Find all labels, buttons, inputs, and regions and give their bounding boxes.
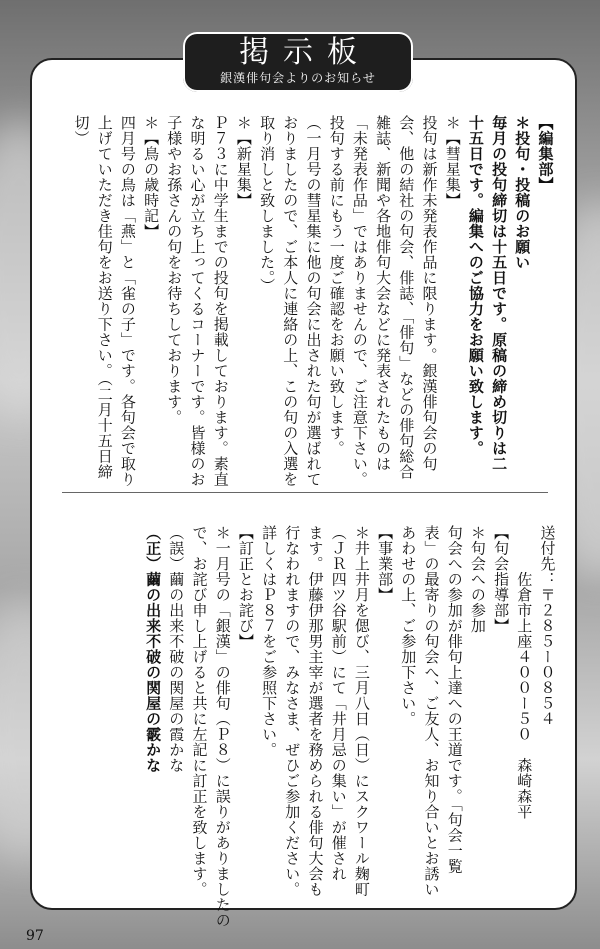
top-columns-line: 「未発表作品」ではありませんので、ご注意下さい。 [350,115,369,487]
bottom-columns-line: 句会への参加が俳句上達への王道です。「句会一覧 [445,525,464,874]
bottom-columns-line: ＊句会への参加 [468,525,487,634]
top-columns-line: Ｐ７３に中学生までの投句を掲載しております。素直 [211,115,230,487]
bottom-columns-line: 詳しくはＰ８７をご参照下さい。 [260,525,279,758]
top-columns-line: ＊投句・投稿のお願い [513,115,532,270]
top-columns-line: 会、他の結社の句会、俳誌、「俳句」などの俳句総合 [397,115,416,480]
bottom-columns-line: ＊一月号の「銀漢」の俳句（Ｐ８）に誤りがありましたの [213,525,232,928]
top-columns-line: 上げていただき佳句をお送り下さい。（二月十五日締 [95,115,114,480]
section-divider [62,492,548,493]
top-columns-line: ＊【彗星集】 [443,115,462,208]
bottom-columns-line: 表」の最寄りの句会へ、ご友人、お知り合いとお誘い [422,525,441,897]
bottom-columns-line: 佐倉市上座４００ー５０ 森崎森平 [515,525,534,820]
top-columns-line: 【編集部】 [536,115,555,193]
bottom-columns-line: （ＪＲ四ツ谷駅前）にて「井月忌の集い」が催され [329,525,348,882]
top-columns-line: おりましたので、ご本人に連絡の上、この句の入選を [281,115,300,487]
top-columns-line: ＊【鳥の歳時記】 [142,115,161,239]
bulletin-subtitle: 銀漢俳句会よりのお知らせ [220,71,376,85]
bottom-columns-line: 【訂正とお詫び】 [236,525,255,649]
top-columns-line: 十五日です。編集へのご協力をお願い致します。 [466,115,485,456]
bulletin-title: 掲示板 [239,35,371,70]
bottom-columns-line: ます。伊藤伊那男主宰が選者を務められる俳句大会も [306,525,325,897]
top-columns-line: （一月号の彗星集に他の句会に出された句が選ばれて [304,115,323,487]
bottom-columns-line: ＊井上井月を偲び、三月八日（日）にスクワール麹町 [352,525,371,897]
bottom-columns-line: 【事業部】 [376,525,395,603]
top-columns-line: 雑誌、新聞や各地俳句大会などに発表されたものは [374,115,393,472]
page-number: 97 [26,928,44,944]
bottom-columns-line: で、お詫び申し上げると共に左記に訂正を致します。 [190,525,209,897]
bulletin-header [183,32,413,92]
top-columns-line: 取り消しと致しました。） [258,115,277,294]
top-columns-line: 投句は新作未発表作品に限ります。銀漢俳句会の句 [420,115,439,472]
top-columns-line: な明るい心が立ち上ってくるコーナーです。皆様のお [188,115,207,487]
bottom-columns-line: 行なわれますので、みなさま、ぜひご参加ください。 [283,525,302,897]
top-columns-line: 毎月の投句締切は十五日です。原稿の締め切りは二 [490,115,509,472]
bottom-columns-line: 【句会指導部】 [492,525,511,634]
bottom-columns-line: 送付先：〒２８５ー０８５４ [538,525,557,727]
bottom-columns-line: （誤）繭の出来不破の関屋の霞かな [167,525,186,773]
top-columns-line: ＊【新星集】 [234,115,253,208]
bottom-columns-line: （正）繭の出来不破の関屋の霰かな [144,525,163,773]
top-columns-line: 子様やお孫さんの句をお待ちしております。 [165,115,184,425]
bottom-columns-line: あわせの上、ご参加下さい。 [399,525,418,727]
top-columns-line: 投句する前にもう一度ご確認をお願い致します。 [327,115,346,456]
top-columns-line: 切） [72,115,91,146]
top-columns-line: 四月号の鳥は「燕」と「雀の子」です。各句会で取り [118,115,137,487]
